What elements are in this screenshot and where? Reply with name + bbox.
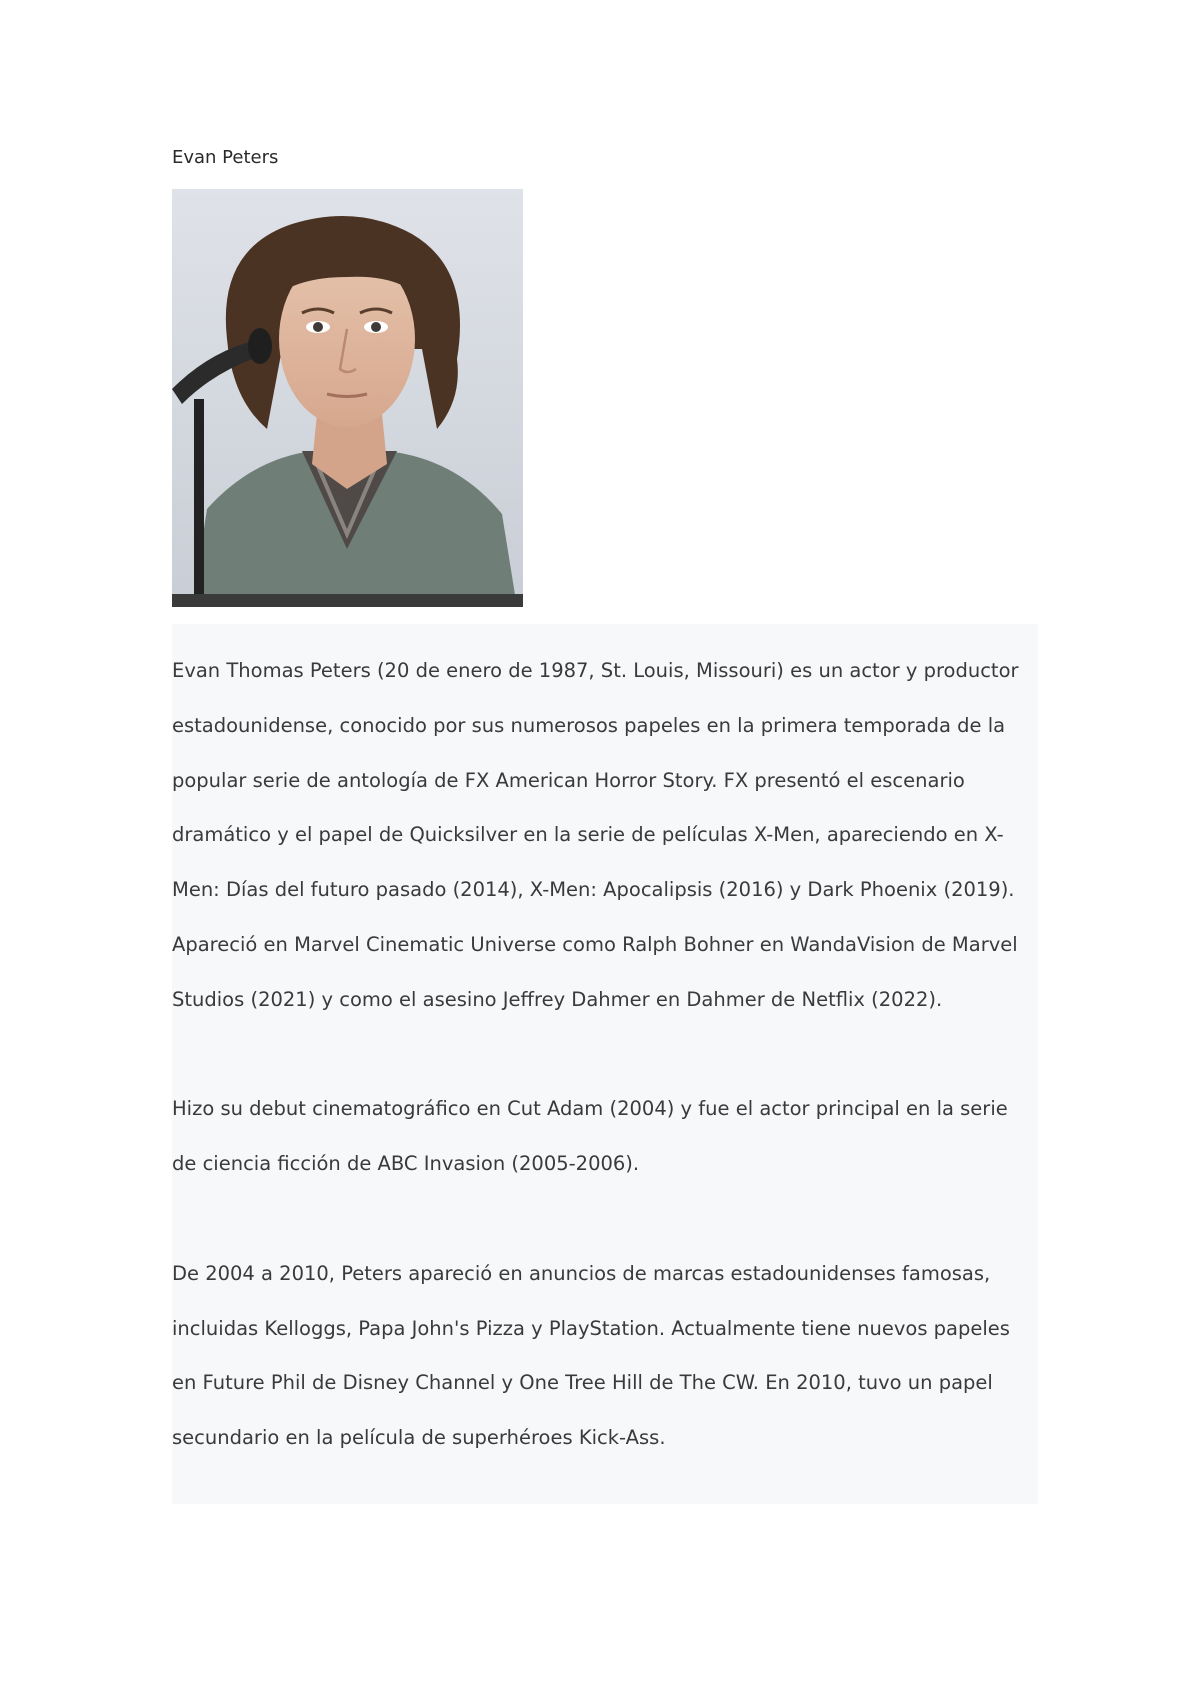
bio-paragraph-1: Evan Thomas Peters (20 de enero de 1987, St. Louis, Missouri) es un actor y productor estadounidense, conocido por sus numerosos papeles en la primera temporada de la popular serie de antología de FX American Horror Story. FX presentó el escenario dramático y el papel de Quicksilver en la serie de películas X-Men, apareciendo en X-Men: Días del futuro pasado (2014), X-Men: Apocalipsis (2016) y Dark Phoenix (2019). Apareció en Marvel Cinematic Universe como Ralph Bohner en WandaVision de Marvel Studios (2021) y como el asesino Jeffrey Dahmer en Dahmer de Netflix (2022). [172, 659, 1019, 1011]
bio-paragraph-2: Hizo su debut cinematográfico en Cut Adam (2004) y fue el actor principal en la serie de ciencia ficción de ABC Invasion (2005-2006). [172, 1097, 1008, 1176]
biography-text [172, 644, 1038, 1466]
portrait-illustration [172, 189, 523, 607]
biography-section [172, 624, 1038, 1504]
bio-paragraph-3: De 2004 a 2010, Peters apareció en anuncios de marcas estadounidenses famosas, incluidas Kelloggs, Papa John's Pizza y PlayStation. Actualmente tiene nuevos papeles en Future Phil de Disney Channel y One Tree Hill de The CW. En 2010, tuvo un papel secundario en la película de superhéroes Kick-Ass. [172, 1261, 1010, 1450]
portrait-photo [172, 189, 523, 607]
document-title: Evan Peters [172, 147, 279, 168]
